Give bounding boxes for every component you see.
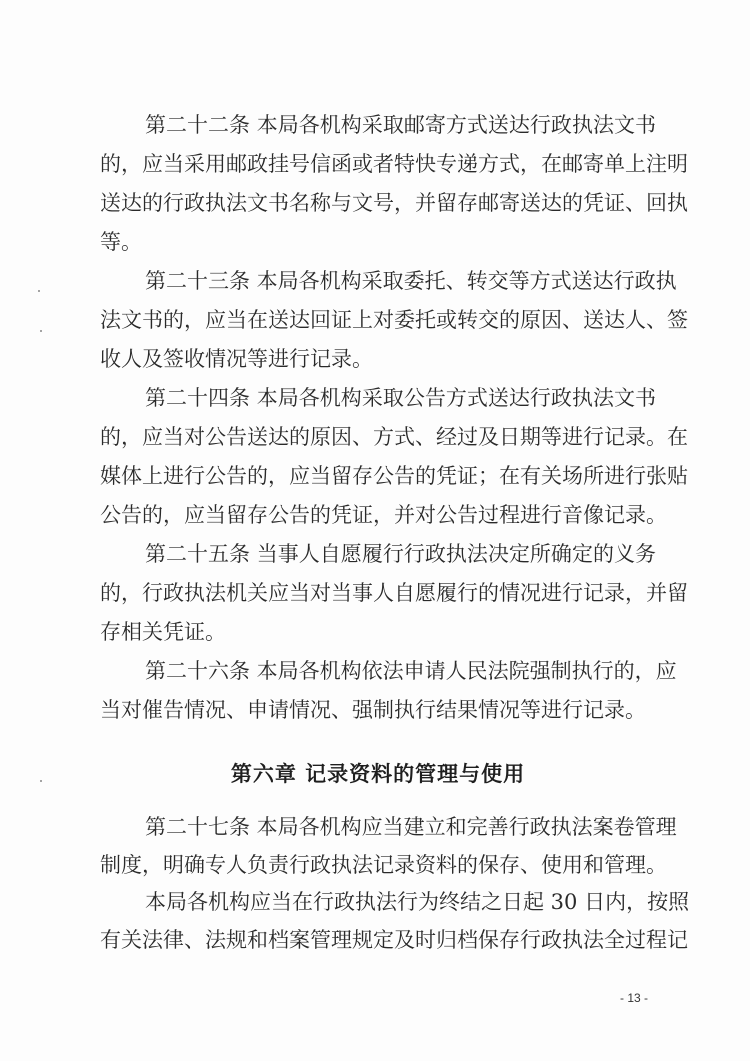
text-line: 法文书的，应当在送达回证上对委托或转交的原因、送达人、签 [100, 308, 688, 332]
text-line: 第二十三条 本局各机构采取委托、转交等方式送达行政执 [145, 269, 677, 293]
text-line: 媒体上进行公告的，应当留存公告的凭证；在有关场所进行张贴 [100, 464, 688, 488]
text-line: 本局各机构应当在行政执法行为终结之日起 30 日内，按照 [145, 890, 690, 914]
article-27-paragraph-2 [100, 884, 690, 959]
article-23 [100, 262, 688, 379]
text-line: 等。 [100, 230, 142, 254]
article-27 [100, 809, 677, 884]
text-line: 收人及签收情况等进行记录。 [100, 347, 373, 371]
document-body [100, 106, 690, 959]
text-line: 的，应当采用邮政挂号信函或者特快专递方式，在邮寄单上注明 [100, 152, 688, 176]
chapter-heading: 第六章 记录资料的管理与使用 [230, 761, 526, 786]
text-line: 第二十六条 本局各机构依法申请人民法院强制执行的，应 [145, 659, 677, 683]
text-line: 第二十二条 本局各机构采取邮寄方式送达行政执法文书 [145, 113, 656, 137]
scan-speck [38, 290, 40, 292]
text-line: 送达的行政执法文书名称与文号，并留存邮寄送达的凭证、回执 [100, 191, 688, 215]
article-25 [100, 535, 688, 652]
text-line: 的，应当对公告送达的原因、方式、经过及日期等进行记录。在 [100, 425, 688, 449]
text-line: 存相关凭证。 [100, 620, 226, 644]
text-line: 第二十五条 当事人自愿履行行政执法决定所确定的义务 [145, 542, 656, 566]
text-line: 制度，明确专人负责行政执法记录资料的保存、使用和管理。 [100, 852, 667, 877]
article-22 [100, 106, 688, 262]
scan-speck [40, 330, 42, 332]
text-line: 公告的，应当留存公告的凭证，并对公告过程进行音像记录。 [100, 503, 667, 527]
text-line: 有关法律、法规和档案管理规定及时归档保存行政执法全过程记 [100, 927, 688, 952]
text-line: 第二十七条 本局各机构应当建立和完善行政执法案卷管理 [145, 815, 677, 839]
text-line: 的，行政执法机关应当对当事人自愿履行的情况进行记录，并留 [100, 581, 688, 605]
article-26 [100, 652, 677, 730]
scan-speck [40, 780, 42, 782]
text-line: 当对催告情况、申请情况、强制执行结果情况等进行记录。 [100, 698, 646, 722]
text-line: 第二十四条 本局各机构采取公告方式送达行政执法文书 [145, 386, 656, 410]
page-number: - 13 - [620, 991, 649, 1005]
article-24 [100, 379, 688, 535]
